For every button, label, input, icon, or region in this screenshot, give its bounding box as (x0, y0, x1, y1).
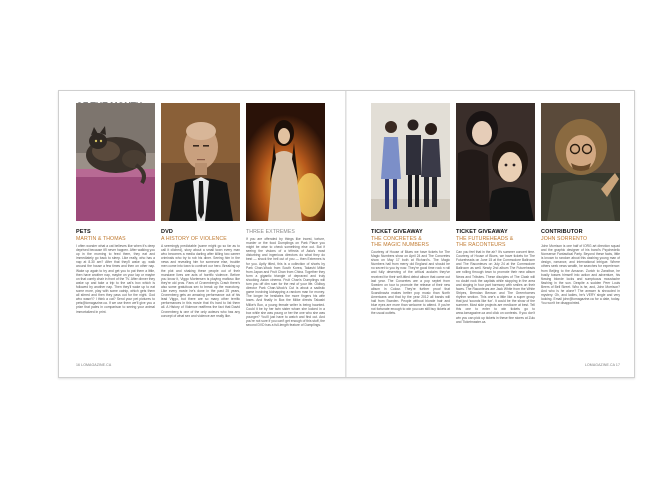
pets-subheading: MARTIN & THOMAS (76, 236, 126, 242)
portrait-image (161, 103, 240, 221)
contributor-portrait-image (541, 103, 620, 221)
dvd-heading: DVD (161, 229, 173, 235)
contributor-body: John Morrison is one half of IORG art direction squad and the graphic designer of his band's Psychedelic Nonsense Fantastical Party. Beyond these facts, little is known to random about this dashing young man of design, romance, and international intrigue. Where others seek news wealth, he searches for experience: from Beijing to the Amazon. Zurich to Zanzibar, he busily tosses himself into action and adventure, his flowing blonde locks and sumptuous moustache flashing in the sun. Despite a sudden Peer Louis Beers of Bell Street. Who is he, and, John Morrison? And who is he alone? The answer is shrouded in mystery. Oh, and ladies, he's VERY single and very looking. Email john@lomagazine.ca for a date, today. You won't be disappointed. (541, 244, 620, 306)
right-page (347, 91, 634, 377)
cat-image (76, 103, 155, 221)
contributor-photo (541, 103, 620, 221)
page-footer-left: 16 LOMAGAZINE.CA (76, 363, 112, 367)
ticket-giveaway-2-sub: THE FUTUREHEADS & (456, 236, 514, 242)
ticket-giveaway-2-sub2: THE RACONTEURS (456, 242, 506, 248)
ticket-giveaway-2-heading: TICKET GIVEAWAY (456, 229, 508, 235)
concretes-photo (371, 103, 450, 221)
three-extremes-heading: THREE EXTREMES (246, 229, 295, 235)
page-footer-right: LOMAGAZINE.CA 17 (584, 363, 620, 367)
ticket-giveaway-1-sub2: THE MAGIC NUMBERS (371, 242, 429, 248)
dvd-photo (161, 103, 240, 221)
ticket-giveaway-2-body: Can you feel that in the air? It's summer concert time. Courtesy of House of Blues, we have tickets for The Futureheads on June 15 at the Commodore Ballroom and The Raconteurs on July 24 at the Commodore Ballroom as well. Newly 2nd album The Futureheads are rolling through town to promote their new album News and Tributes. These disciples of The Clash will no doubt rock the capitals while stopping in the area and singing in four part harmony with smiles on their faces. The Raconteurs are Jack White from the White Stripes, Brendan Benson and The Greenhornes rhythm section. This one's a little like a super group that just 'sounds like fun'. It could be the show of the summer. Most side projects are mediocre at best. Tell this one to enter to win tickets go to www.lomagazine.ca and click on contests. If you don't win you can pick up tickets in these fine stores at Zulu and Ticketmaster.ca. (456, 250, 535, 324)
musician-photo-image (456, 103, 535, 221)
pets-photo (76, 103, 155, 221)
pets-body: I often wonder what a cat believes like when it's deep deprived because it'll never happen. After walking you up in the morning to feed them, they eat and immediately go back to sleep. Like really, who has a nap at 8.30 am? After that they'll wake up, walk around the house a few times and then on other nap. Wake up again to try and get you to pat them a little, then have another nap, maybe on your lap or maybe on that comfy chair in front of the TV. After dinner they wake up and take a trip to the cat's box which is followed by another nap. Then they'll wake up to eat some more, play with some catnip, which gets them all stirred and then they pass out for the night. God who wasn't? I think a cat? Send your pet pictures to pets@lomagazine.ca. If we use them we'll give you a prize that pales in comparison to seeing your animal immortalized in print. (76, 244, 155, 314)
band-photo-image (371, 103, 450, 221)
dvd-subheading: A HISTORY OF VIOLENCE (161, 236, 227, 242)
magazine-spread (58, 90, 635, 378)
three-extremes-body: If you are offended by things like incest, torture, murder or the food Dumplings on Park Place you might be wise to check something else out. But if seeing the visions of a trifecta of Asia's most disturbing and ingenious directors do what they do best — shock the hell out of you — then Extremes is for you. Aptly titled, this is a collection of shorts by Park Chan-Wook from South Korea, Takashi Miike from Japan and Fruit Chan from China. Together they form a gigantic triangle of depraved and truly shocking Asian cinema. Fruit Chan's Dumplings will turn you off dim sum for the rest of your life. Oldboy director Park Chan-Wook's Cut is about a sadistic game involving kidnapping a random man for money. The longer he hesitates the more fingers his wife loses. And finally in Box the Miike directs Takashi Miike's Box, a young female writer is being haunted. Could it be by her twin sister whom she locked in a box while she was young or her the one who she was younger? You'll just have to watch and find out. And you're not sure if you can't get enough of this stuff, the second DVD has a full-length feature of Dumplings. (246, 237, 325, 327)
film-still-image (246, 103, 325, 221)
contributor-name: JOHN SORRENTO (541, 236, 588, 242)
ticket-giveaway-1-heading: TICKET GIVEAWAY (371, 229, 423, 235)
ticket-giveaway-1-sub: THE CONCRETES & (371, 236, 422, 242)
futureheads-photo (456, 103, 535, 221)
contributor-heading: CONTRIBUTOR (541, 229, 583, 235)
ticket-giveaway-1-body: Courtesy of House of Blues we have tickets for The Magic Numbers show on April 24 and The Concretes show on May 17 both at Richard's. The Magic Numbers hail from merry old England and should be no secret to you by now. They're good time rock n roll and fully deserving of the critical acclaim they've received for their self-titled debut album that came out last year. The Concretes are a pop septet from Sweden on tour to promote the release of their new album In Colour. They're further proof that Scandinavia makes better pop music than North Americans and that by the year 2012 all bands will hail from Sweden. People without blonde hair and blue eyes are more than welcome to attend. If you're not fortunate enough to win you can still buy tickets at the usual outlets. (371, 250, 450, 316)
dvd-body: A seemingly predictable (some might go so far as to call it cliched), story about a small town every man who becomes a media darling after killing two career criminals who try to rob his diner. Seeing him in the news and revealing him for someone else, trouble men come into town to confront our hero. Breaking up the plot and shaking these people out of their mundane lives are acts of horrific violence. Before you know it, Viggo Mortensen is playing mafioso like they're old pros. Fans of Cronenberg's Crash there's also some gratuitous sex to break up the monotony. Like every movie he's done in the past 25 years, Cronenberg gets an amazing performance out of his lead Viggo, but there are so many other terrific performances in this movie that it's hard to list them all. A History of Violence reaffirms the fact that David Cronenberg is one of the only auteurs who has any concept of what sex and violence are really like. (161, 244, 240, 318)
pets-heading: PETS (76, 229, 91, 235)
three-extremes-photo (246, 103, 325, 221)
left-page (59, 91, 346, 377)
